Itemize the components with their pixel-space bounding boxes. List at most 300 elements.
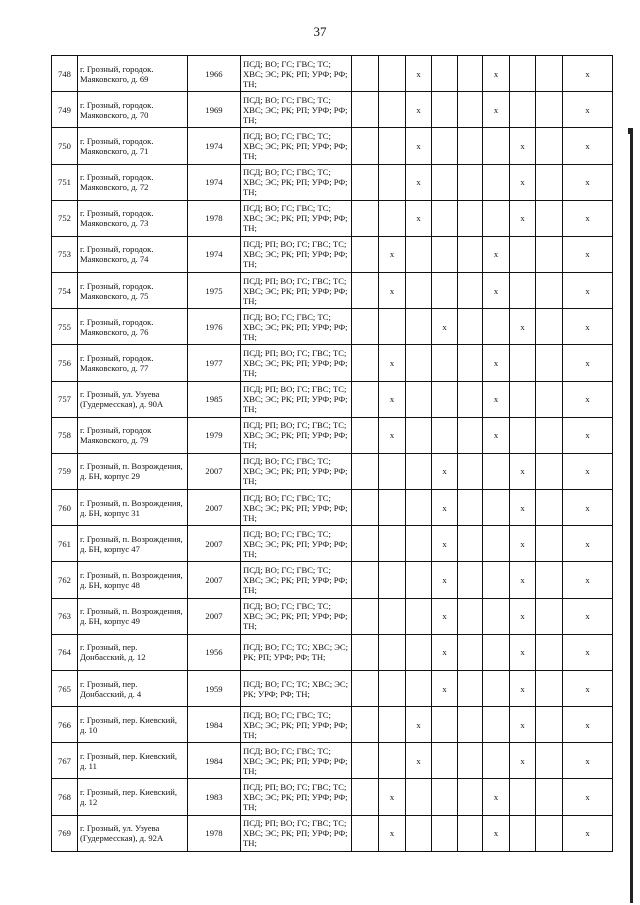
row-number: 755 — [52, 309, 78, 345]
systems-cell: ПСД; ВО; ГС; ТС; ХВС; ЭС; РК; РП; УРФ; РФ; ТН; — [241, 634, 352, 670]
mark-cell-9: x — [563, 453, 613, 489]
row-number: 759 — [52, 453, 78, 489]
table-row — [52, 128, 613, 164]
row-number: 762 — [52, 562, 78, 598]
mark-cell-8 — [536, 273, 563, 309]
mark-cell-2: x — [379, 381, 406, 417]
mark-cell-4: x — [432, 309, 458, 345]
table-row — [52, 670, 613, 706]
row-number: 766 — [52, 707, 78, 743]
mark-cell-1 — [352, 128, 379, 164]
mark-cell-7: x — [510, 634, 536, 670]
mark-cell-1 — [352, 743, 379, 779]
year-cell: 1978 — [188, 815, 241, 851]
mark-cell-2: x — [379, 345, 406, 381]
mark-cell-6 — [483, 128, 510, 164]
table-row — [52, 381, 613, 417]
systems-cell: ПСД; ВО; ГС; ГВС; ТС; ХВС; ЭС; РК; РП; УРФ; РФ; ТН; — [241, 453, 352, 489]
mark-cell-8 — [536, 707, 563, 743]
mark-cell-8 — [536, 381, 563, 417]
mark-cell-8 — [536, 345, 563, 381]
scan-edge-tick — [628, 128, 630, 134]
mark-cell-1 — [352, 634, 379, 670]
mark-cell-8 — [536, 634, 563, 670]
year-cell: 1974 — [188, 164, 241, 200]
table-row — [52, 236, 613, 272]
mark-cell-1 — [352, 707, 379, 743]
table-row — [52, 562, 613, 598]
row-number: 761 — [52, 526, 78, 562]
mark-cell-5 — [458, 200, 483, 236]
mark-cell-4 — [432, 779, 458, 815]
systems-cell: ПСД; ВО; ГС; ГВС; ТС; ХВС; ЭС; РК; РП; УРФ; РФ; ТН; — [241, 743, 352, 779]
mark-cell-2 — [379, 490, 406, 526]
mark-cell-6 — [483, 598, 510, 634]
systems-cell: ПСД; ВО; ГС; ГВС; ТС; ХВС; ЭС; РК; РП; УРФ; РФ; ТН; — [241, 92, 352, 128]
mark-cell-2: x — [379, 815, 406, 851]
systems-cell: ПСД; ВО; ГС; ГВС; ТС; ХВС; ЭС; РК; РП; УРФ; РФ; ТН; — [241, 707, 352, 743]
mark-cell-7 — [510, 273, 536, 309]
mark-cell-2 — [379, 56, 406, 92]
mark-cell-7 — [510, 236, 536, 272]
row-number: 749 — [52, 92, 78, 128]
mark-cell-9: x — [563, 598, 613, 634]
mark-cell-6 — [483, 562, 510, 598]
mark-cell-2 — [379, 309, 406, 345]
mark-cell-3: x — [406, 164, 432, 200]
mark-cell-9: x — [563, 164, 613, 200]
table-row — [52, 453, 613, 489]
mark-cell-2 — [379, 562, 406, 598]
year-cell: 2007 — [188, 562, 241, 598]
mark-cell-8 — [536, 815, 563, 851]
mark-cell-8 — [536, 779, 563, 815]
mark-cell-8 — [536, 670, 563, 706]
year-cell: 1956 — [188, 634, 241, 670]
row-number: 748 — [52, 56, 78, 92]
mark-cell-7: x — [510, 200, 536, 236]
address-cell: г. Грозный, п. Возрождения, д. БН, корпус 29 — [78, 453, 188, 489]
mark-cell-6 — [483, 526, 510, 562]
mark-cell-2: x — [379, 417, 406, 453]
mark-cell-9: x — [563, 128, 613, 164]
housing-registry-table — [51, 55, 613, 852]
mark-cell-4: x — [432, 634, 458, 670]
table-row — [52, 164, 613, 200]
mark-cell-6: x — [483, 417, 510, 453]
mark-cell-6 — [483, 707, 510, 743]
mark-cell-6: x — [483, 779, 510, 815]
mark-cell-9: x — [563, 200, 613, 236]
table-row — [52, 200, 613, 236]
year-cell: 2007 — [188, 490, 241, 526]
mark-cell-7 — [510, 56, 536, 92]
mark-cell-5 — [458, 417, 483, 453]
table-row — [52, 634, 613, 670]
mark-cell-9: x — [563, 743, 613, 779]
mark-cell-1 — [352, 490, 379, 526]
mark-cell-9: x — [563, 634, 613, 670]
mark-cell-7: x — [510, 562, 536, 598]
mark-cell-6: x — [483, 815, 510, 851]
mark-cell-7 — [510, 417, 536, 453]
mark-cell-5 — [458, 634, 483, 670]
mark-cell-5 — [458, 309, 483, 345]
mark-cell-1 — [352, 236, 379, 272]
address-cell: г. Грозный, пер. Киевский, д. 11 — [78, 743, 188, 779]
mark-cell-6: x — [483, 236, 510, 272]
mark-cell-3 — [406, 562, 432, 598]
mark-cell-5 — [458, 779, 483, 815]
mark-cell-3 — [406, 526, 432, 562]
systems-cell: ПСД; РП; ВО; ГС; ГВС; ТС; ХВС; ЭС; РК; РП; УРФ; РФ; ТН; — [241, 236, 352, 272]
mark-cell-6: x — [483, 56, 510, 92]
mark-cell-4: x — [432, 598, 458, 634]
mark-cell-3 — [406, 309, 432, 345]
mark-cell-6 — [483, 453, 510, 489]
row-number: 763 — [52, 598, 78, 634]
mark-cell-2: x — [379, 779, 406, 815]
table-row — [52, 92, 613, 128]
address-cell: г. Грозный, городок Маяковского, д. 79 — [78, 417, 188, 453]
mark-cell-3: x — [406, 200, 432, 236]
mark-cell-6: x — [483, 381, 510, 417]
mark-cell-7: x — [510, 309, 536, 345]
table-row — [52, 56, 613, 92]
address-cell: г. Грозный, городок. Маяковского, д. 71 — [78, 128, 188, 164]
row-number: 764 — [52, 634, 78, 670]
mark-cell-7: x — [510, 670, 536, 706]
mark-cell-6: x — [483, 92, 510, 128]
year-cell: 1966 — [188, 56, 241, 92]
mark-cell-4: x — [432, 490, 458, 526]
mark-cell-1 — [352, 309, 379, 345]
table-row — [52, 526, 613, 562]
mark-cell-5 — [458, 707, 483, 743]
mark-cell-4 — [432, 236, 458, 272]
mark-cell-2 — [379, 164, 406, 200]
mark-cell-4 — [432, 743, 458, 779]
address-cell: г. Грозный, п. Возрождения, д. БН, корпус 47 — [78, 526, 188, 562]
mark-cell-3 — [406, 779, 432, 815]
mark-cell-9: x — [563, 779, 613, 815]
mark-cell-7 — [510, 779, 536, 815]
systems-cell: ПСД; РП; ВО; ГС; ГВС; ТС; ХВС; ЭС; РК; РП; УРФ; РФ; ТН; — [241, 345, 352, 381]
mark-cell-3 — [406, 634, 432, 670]
mark-cell-4: x — [432, 670, 458, 706]
mark-cell-8 — [536, 453, 563, 489]
mark-cell-2: x — [379, 273, 406, 309]
mark-cell-2: x — [379, 236, 406, 272]
mark-cell-9: x — [563, 381, 613, 417]
mark-cell-2 — [379, 707, 406, 743]
year-cell: 1984 — [188, 707, 241, 743]
mark-cell-9: x — [563, 92, 613, 128]
scan-edge-bar — [630, 128, 633, 903]
systems-cell: ПСД; РП; ВО; ГС; ГВС; ТС; ХВС; ЭС; РК; РП; УРФ; РФ; ТН; — [241, 381, 352, 417]
mark-cell-1 — [352, 273, 379, 309]
mark-cell-7 — [510, 345, 536, 381]
mark-cell-6: x — [483, 345, 510, 381]
mark-cell-1 — [352, 200, 379, 236]
mark-cell-5 — [458, 164, 483, 200]
address-cell: г. Грозный, п. Возрождения, д. БН, корпус 31 — [78, 490, 188, 526]
year-cell: 1978 — [188, 200, 241, 236]
mark-cell-5 — [458, 273, 483, 309]
address-cell: г. Грозный, пер. Донбасский, д. 12 — [78, 634, 188, 670]
mark-cell-7: x — [510, 128, 536, 164]
mark-cell-2 — [379, 92, 406, 128]
mark-cell-9: x — [563, 345, 613, 381]
mark-cell-5 — [458, 490, 483, 526]
systems-cell: ПСД; РП; ВО; ГС; ГВС; ТС; ХВС; ЭС; РК; РП; УРФ; РФ; ТН; — [241, 273, 352, 309]
mark-cell-4 — [432, 164, 458, 200]
mark-cell-3 — [406, 598, 432, 634]
address-cell: г. Грозный, п. Возрождения, д. БН, корпус 48 — [78, 562, 188, 598]
mark-cell-6: x — [483, 273, 510, 309]
mark-cell-3: x — [406, 56, 432, 92]
year-cell: 1984 — [188, 743, 241, 779]
mark-cell-8 — [536, 490, 563, 526]
mark-cell-3: x — [406, 743, 432, 779]
address-cell: г. Грозный, пер. Донбасский, д. 4 — [78, 670, 188, 706]
mark-cell-9: x — [563, 526, 613, 562]
mark-cell-5 — [458, 345, 483, 381]
row-number: 750 — [52, 128, 78, 164]
mark-cell-5 — [458, 236, 483, 272]
mark-cell-2 — [379, 453, 406, 489]
mark-cell-3: x — [406, 92, 432, 128]
mark-cell-7: x — [510, 743, 536, 779]
mark-cell-2 — [379, 598, 406, 634]
table-row — [52, 417, 613, 453]
address-cell: г. Грозный, городок. Маяковского, д. 74 — [78, 236, 188, 272]
row-number: 767 — [52, 743, 78, 779]
mark-cell-5 — [458, 381, 483, 417]
mark-cell-6 — [483, 490, 510, 526]
address-cell: г. Грозный, ул. Узуева (Гудермесская), д. 92А — [78, 815, 188, 851]
mark-cell-9: x — [563, 562, 613, 598]
mark-cell-7: x — [510, 490, 536, 526]
table-row — [52, 707, 613, 743]
mark-cell-6 — [483, 164, 510, 200]
mark-cell-4: x — [432, 526, 458, 562]
mark-cell-3 — [406, 670, 432, 706]
mark-cell-6 — [483, 670, 510, 706]
mark-cell-3 — [406, 273, 432, 309]
mark-cell-4 — [432, 128, 458, 164]
row-number: 752 — [52, 200, 78, 236]
mark-cell-9: x — [563, 273, 613, 309]
mark-cell-5 — [458, 526, 483, 562]
address-cell: г. Грозный, городок. Маяковского, д. 72 — [78, 164, 188, 200]
mark-cell-7: x — [510, 453, 536, 489]
systems-cell: ПСД; ВО; ГС; ГВС; ТС; ХВС; ЭС; РК; РП; УРФ; РФ; ТН; — [241, 56, 352, 92]
systems-cell: ПСД; ВО; ГС; ГВС; ТС; ХВС; ЭС; РК; РП; УРФ; РФ; ТН; — [241, 200, 352, 236]
mark-cell-2 — [379, 743, 406, 779]
mark-cell-8 — [536, 309, 563, 345]
mark-cell-3 — [406, 815, 432, 851]
mark-cell-4 — [432, 200, 458, 236]
mark-cell-5 — [458, 128, 483, 164]
mark-cell-1 — [352, 779, 379, 815]
row-number: 756 — [52, 345, 78, 381]
year-cell: 1974 — [188, 236, 241, 272]
mark-cell-5 — [458, 598, 483, 634]
year-cell: 1977 — [188, 345, 241, 381]
mark-cell-3 — [406, 417, 432, 453]
mark-cell-1 — [352, 164, 379, 200]
address-cell: г. Грозный, городок. Маяковского, д. 76 — [78, 309, 188, 345]
mark-cell-1 — [352, 598, 379, 634]
mark-cell-9: x — [563, 490, 613, 526]
mark-cell-9: x — [563, 670, 613, 706]
row-number: 751 — [52, 164, 78, 200]
mark-cell-7: x — [510, 164, 536, 200]
mark-cell-7 — [510, 92, 536, 128]
table-row — [52, 815, 613, 851]
address-cell: г. Грозный, городок. Маяковского, д. 77 — [78, 345, 188, 381]
mark-cell-8 — [536, 128, 563, 164]
mark-cell-4 — [432, 381, 458, 417]
mark-cell-4: x — [432, 562, 458, 598]
table-row — [52, 309, 613, 345]
mark-cell-3 — [406, 453, 432, 489]
year-cell: 2007 — [188, 453, 241, 489]
row-number: 769 — [52, 815, 78, 851]
mark-cell-4 — [432, 273, 458, 309]
mark-cell-9: x — [563, 236, 613, 272]
systems-cell: ПСД; ВО; ГС; ГВС; ТС; ХВС; ЭС; РК; РП; УРФ; РФ; ТН; — [241, 164, 352, 200]
mark-cell-1 — [352, 815, 379, 851]
mark-cell-1 — [352, 453, 379, 489]
mark-cell-9: x — [563, 707, 613, 743]
mark-cell-7: x — [510, 526, 536, 562]
mark-cell-8 — [536, 200, 563, 236]
year-cell: 1975 — [188, 273, 241, 309]
mark-cell-8 — [536, 743, 563, 779]
mark-cell-8 — [536, 417, 563, 453]
table-row — [52, 345, 613, 381]
mark-cell-5 — [458, 743, 483, 779]
mark-cell-4 — [432, 417, 458, 453]
mark-cell-5 — [458, 453, 483, 489]
row-number: 754 — [52, 273, 78, 309]
systems-cell: ПСД; ВО; ГС; ГВС; ТС; ХВС; ЭС; РК; РП; УРФ; РФ; ТН; — [241, 598, 352, 634]
address-cell: г. Грозный, городок. Маяковского, д. 70 — [78, 92, 188, 128]
table-row — [52, 779, 613, 815]
systems-cell: ПСД; РП; ВО; ГС; ГВС; ТС; ХВС; ЭС; РК; РП; УРФ; РФ; ТН; — [241, 815, 352, 851]
mark-cell-5 — [458, 56, 483, 92]
mark-cell-6 — [483, 200, 510, 236]
mark-cell-7 — [510, 815, 536, 851]
table-row — [52, 273, 613, 309]
systems-cell: ПСД; РП; ВО; ГС; ГВС; ТС; ХВС; ЭС; РК; РП; УРФ; РФ; ТН; — [241, 779, 352, 815]
systems-cell: ПСД; ВО; ГС; ГВС; ТС; ХВС; ЭС; РК; РП; УРФ; РФ; ТН; — [241, 128, 352, 164]
year-cell: 2007 — [188, 526, 241, 562]
mark-cell-2 — [379, 128, 406, 164]
mark-cell-5 — [458, 562, 483, 598]
address-cell: г. Грозный, п. Возрождения, д. БН, корпус 49 — [78, 598, 188, 634]
mark-cell-2 — [379, 634, 406, 670]
mark-cell-8 — [536, 526, 563, 562]
table-row — [52, 598, 613, 634]
mark-cell-8 — [536, 164, 563, 200]
mark-cell-6 — [483, 634, 510, 670]
mark-cell-2 — [379, 526, 406, 562]
year-cell: 1985 — [188, 381, 241, 417]
mark-cell-5 — [458, 92, 483, 128]
systems-cell: ПСД; ВО; ГС; ГВС; ТС; ХВС; ЭС; РК; РП; УРФ; РФ; ТН; — [241, 526, 352, 562]
year-cell: 1974 — [188, 128, 241, 164]
table-row — [52, 490, 613, 526]
mark-cell-1 — [352, 526, 379, 562]
address-cell: г. Грозный, пер. Киевский, д. 10 — [78, 707, 188, 743]
year-cell: 1979 — [188, 417, 241, 453]
mark-cell-8 — [536, 92, 563, 128]
mark-cell-1 — [352, 562, 379, 598]
mark-cell-1 — [352, 417, 379, 453]
table-row — [52, 743, 613, 779]
address-cell: г. Грозный, городок. Маяковского, д. 69 — [78, 56, 188, 92]
mark-cell-1 — [352, 92, 379, 128]
mark-cell-7: x — [510, 707, 536, 743]
row-number: 757 — [52, 381, 78, 417]
mark-cell-8 — [536, 56, 563, 92]
mark-cell-2 — [379, 200, 406, 236]
mark-cell-3 — [406, 236, 432, 272]
year-cell: 1959 — [188, 670, 241, 706]
mark-cell-1 — [352, 345, 379, 381]
mark-cell-9: x — [563, 815, 613, 851]
mark-cell-8 — [536, 236, 563, 272]
mark-cell-8 — [536, 562, 563, 598]
mark-cell-6 — [483, 309, 510, 345]
systems-cell: ПСД; РП; ВО; ГС; ГВС; ТС; ХВС; ЭС; РК; РП; УРФ; РФ; ТН; — [241, 417, 352, 453]
address-cell: г. Грозный, городок. Маяковского, д. 75 — [78, 273, 188, 309]
mark-cell-3: x — [406, 707, 432, 743]
mark-cell-1 — [352, 56, 379, 92]
mark-cell-2 — [379, 670, 406, 706]
mark-cell-3: x — [406, 128, 432, 164]
address-cell: г. Грозный, пер. Киевский, д. 12 — [78, 779, 188, 815]
address-cell: г. Грозный, ул. Узуева (Гудермесская), д. 90А — [78, 381, 188, 417]
mark-cell-5 — [458, 815, 483, 851]
mark-cell-4: x — [432, 453, 458, 489]
row-number: 768 — [52, 779, 78, 815]
mark-cell-7: x — [510, 598, 536, 634]
systems-cell: ПСД; ВО; ГС; ГВС; ТС; ХВС; ЭС; РК; РП; УРФ; РФ; ТН; — [241, 490, 352, 526]
mark-cell-6 — [483, 743, 510, 779]
mark-cell-4 — [432, 56, 458, 92]
row-number: 765 — [52, 670, 78, 706]
systems-cell: ПСД; ВО; ГС; ТС; ХВС; ЭС; РК; УРФ; РФ; ТН; — [241, 670, 352, 706]
row-number: 760 — [52, 490, 78, 526]
year-cell: 1983 — [188, 779, 241, 815]
mark-cell-7 — [510, 381, 536, 417]
mark-cell-8 — [536, 598, 563, 634]
mark-cell-3 — [406, 490, 432, 526]
year-cell: 1976 — [188, 309, 241, 345]
page-number: 37 — [313, 24, 327, 39]
mark-cell-3 — [406, 381, 432, 417]
systems-cell: ПСД; ВО; ГС; ГВС; ТС; ХВС; ЭС; РК; РП; УРФ; РФ; ТН; — [241, 562, 352, 598]
row-number: 758 — [52, 417, 78, 453]
mark-cell-9: x — [563, 309, 613, 345]
systems-cell: ПСД; ВО; ГС; ГВС; ТС; ХВС; ЭС; РК; РП; УРФ; РФ; ТН; — [241, 309, 352, 345]
address-cell: г. Грозный, городок. Маяковского, д. 73 — [78, 200, 188, 236]
mark-cell-9: x — [563, 417, 613, 453]
